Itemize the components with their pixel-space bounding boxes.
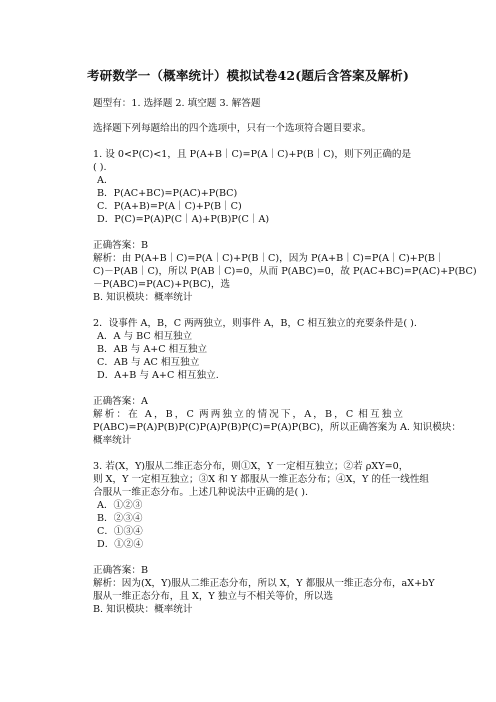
- q1-explanation-line1: 解析：由 P(A+B｜C)=P(A｜C)+P(B｜C)，因为 P(A+B｜C)=P(A｜C)+P(B｜: [93, 253, 445, 264]
- q1-explanation-line2: C)－P(AB｜C)，所以 P(AB｜C)=0，从而 P(ABC)=0，故 P(AC+BC)=P(AC)+P(BC): [93, 266, 477, 277]
- q1-option-c: C．P(A+B)=P(A｜C)+P(B｜C): [97, 201, 242, 212]
- q1-knowledge-module: B. 知识模块：概率统计: [93, 292, 193, 303]
- q2-explanation-line2: P(ABC)=P(A)P(B)P(C)P(A)P(B)P(C)=P(A)P(BC)，所以正确答案为 A. 知识模块：: [93, 422, 461, 433]
- q2-explanation-line3: 概率统计: [93, 435, 132, 446]
- q3-explanation-line1: 解析：因为(X，Y)服从二维正态分布，所以 X，Y 都服从一维正态分布，aX+bY: [93, 578, 435, 589]
- q3-option-d: D．①②④: [97, 539, 144, 550]
- question-types: 题型有：1. 选择题 2. 填空题 3. 解答题: [93, 98, 261, 109]
- q1-option-b: B．P(AC+BC)=P(AC)+P(BC): [97, 188, 238, 199]
- q1-stem-line1: 1. 设 0<P(C)<1，且 P(A+B｜C)=P(A｜C)+P(B｜C)，则下列正确的是: [93, 149, 412, 160]
- q2-option-d: D．A+B 与 A+C 相互独立.: [97, 370, 219, 381]
- q3-explanation-line2: 服从一维正态分布，且 X，Y 独立与不相关等价，所以选: [93, 591, 333, 602]
- q1-stem-line2: ( ).: [93, 162, 107, 173]
- q2-option-b: B．AB 与 A+C 相互独立: [97, 344, 208, 355]
- q2-explanation-line1: 解析：在 A，B，C 两两独立的情况下，A，B，C 相互独立: [93, 409, 403, 420]
- q1-explanation-line3: －P(ABC)=P(AC)+P(BC)，选: [93, 279, 231, 290]
- q2-option-a: A．A 与 BC 相互独立: [97, 331, 193, 342]
- q2-option-c: C．AB 与 AC 相互独立: [97, 357, 200, 368]
- q3-stem-line1: 3. 若(X，Y)服从二维正态分布，则①X，Y 一定相互独立；②若 ρXY=0，: [93, 461, 409, 472]
- q1-answer: 正确答案：B: [93, 240, 149, 251]
- q1-option-d: D．P(C)=P(A)P(C｜A)+P(B)P(C｜A): [97, 214, 270, 225]
- q3-stem-line2: 则 X，Y 一定相互独立；③X 和 Y 都服从一维正态分布；④X，Y 的任一线性组: [93, 474, 430, 485]
- q3-option-b: B．②③④: [97, 513, 143, 524]
- q3-option-a: A．①②③: [97, 500, 143, 511]
- section-instructions: 选择题下列每题给出的四个选项中，只有一个选项符合题目要求。: [93, 123, 372, 134]
- q2-answer: 正确答案：A: [93, 396, 148, 407]
- q3-option-c: C．①③④: [97, 526, 143, 537]
- q1-option-a: A．: [97, 175, 114, 186]
- q3-knowledge-module: B. 知识模块：概率统计: [93, 604, 193, 615]
- document-title: 考研数学一（概率统计）模拟试卷42(题后含答案及解析): [86, 68, 410, 83]
- q3-stem-line3: 合服从一维正态分布。上述几种说法中正确的是( ).: [93, 487, 309, 498]
- q3-answer: 正确答案：B: [93, 565, 149, 576]
- q2-stem: 2．设事件 A，B，C 两两独立，则事件 A，B，C 相互独立的充要条件是( ).: [93, 318, 417, 329]
